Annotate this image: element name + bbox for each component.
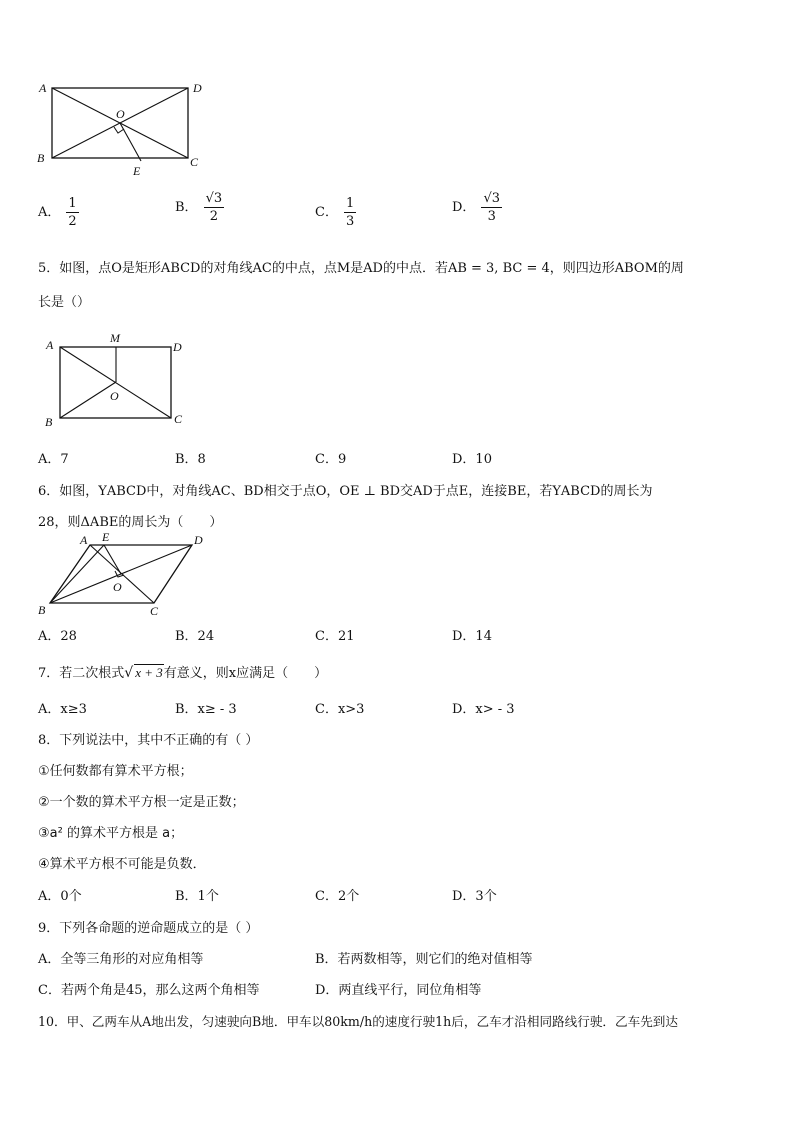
radical-sign: √ (124, 665, 134, 681)
q7-option-d[interactable]: D．x> - 3 (452, 702, 515, 717)
q6-label-a: A (80, 533, 88, 547)
q8-option-b[interactable]: B．1个 (175, 889, 219, 904)
q5-stem-line2: 长是（） (38, 295, 91, 310)
q5-stem-line1: 5．如图，点O是矩形ABCD的对角线AC的中点，点M是AD的中点．若AB = 3, BC = 4，则四边形ABOM的周 (38, 261, 684, 276)
q9-option-c[interactable]: C．若两个角是45，那么这两个角相等 (38, 983, 260, 998)
q4-option-d-fraction: $\frac{√3}{3}$ (483, 191, 500, 224)
q10-stem-line1: 10．甲、乙两车从A地出发，匀速驶向B地．甲车以80km/h的速度行驶1h后，乙车才沿相同路线行驶．乙车先到达 (38, 1014, 678, 1029)
q4-option-b-fraction: $\frac{√3}{2}$ (205, 191, 223, 224)
q8-item-4: ④算术平方根不可能是负数． (38, 857, 206, 872)
q4-label-o: O (116, 107, 125, 121)
q4-option-a[interactable]: A． $\frac{1}{2}$ (38, 196, 77, 229)
q5-option-c[interactable]: C．9 (315, 452, 347, 467)
q8-option-c[interactable]: C．2个 (315, 889, 360, 904)
q4-option-c[interactable]: C． $\frac{1}{3}$ (315, 196, 355, 229)
q9-option-d[interactable]: D．两直线平行，同位角相等 (315, 983, 482, 998)
q8-item-1: ①任何数都有算术平方根； (38, 764, 193, 779)
q7-radicand: x + 3 (135, 665, 163, 680)
q8-stem: 8．下列说法中，其中不正确的有（ ） (38, 733, 259, 748)
q7-option-b[interactable]: B．x≥ - 3 (175, 702, 237, 717)
q5-label-b: B (45, 415, 53, 429)
q6-option-a[interactable]: A．28 (38, 629, 77, 644)
q8-item-3: ③a² 的算术平方根是 a； (38, 826, 184, 841)
q5-label-o: O (110, 389, 119, 403)
q6-stem-line1: 6．如图，ΥABCD中，对角线AC、BD相交于点O，OE ⊥ BD交AD于点E，连接BE，若ΥABCD的周长为 (38, 484, 653, 499)
q6-label-d: D (194, 533, 203, 547)
q4-figure (36, 76, 216, 180)
q4-option-d[interactable]: D． $\frac{√3}{3}$ (452, 191, 500, 224)
q9-option-b[interactable]: B．若两数相等，则它们的绝对值相等 (315, 952, 533, 967)
q4-label-d: D (193, 81, 202, 95)
q5-label-m: M (110, 331, 120, 345)
q4-option-a-fraction: $\frac{1}{2}$ (68, 196, 77, 229)
q6-stem-line2: 28，则ΔABE的周长为（ ） (38, 515, 223, 530)
q6-option-b[interactable]: B．24 (175, 629, 215, 644)
q8-option-a[interactable]: A．0个 (38, 889, 82, 904)
q8-option-d[interactable]: D．3个 (452, 889, 497, 904)
q6-figure (36, 529, 216, 621)
q6-label-o: O (113, 580, 122, 594)
q4-label-b: B (37, 151, 45, 165)
q6-option-c[interactable]: C．21 (315, 629, 355, 644)
q9-stem: 9．下列各命题的逆命题成立的是（ ） (38, 921, 259, 936)
q4-label-a: A (39, 81, 47, 95)
q4-option-b[interactable]: B． $\frac{√3}{2}$ (175, 191, 223, 224)
q7-stem: 7．若二次根式√ x + 3有意义，则x应满足（ ） (38, 665, 328, 681)
q7-option-c[interactable]: C．x>3 (315, 702, 365, 717)
q4-label-e: E (133, 164, 141, 178)
q5-label-a: A (46, 338, 54, 352)
q9-option-a[interactable]: A．全等三角形的对应角相等 (38, 952, 204, 967)
q7-option-a[interactable]: A．x≥3 (38, 702, 87, 717)
q5-option-a[interactable]: A．7 (38, 452, 69, 467)
q5-option-b[interactable]: B．8 (175, 452, 206, 467)
q6-option-d[interactable]: D．14 (452, 629, 492, 644)
q4-option-c-fraction: $\frac{1}{3}$ (345, 196, 355, 229)
q4-label-c: C (190, 155, 199, 169)
q8-item-2: ②一个数的算术平方根一定是正数； (38, 795, 245, 810)
q5-figure (40, 330, 200, 430)
q5-label-d: D (173, 340, 182, 354)
q6-label-b: B (38, 603, 46, 617)
q6-label-c: C (150, 604, 159, 618)
q6-label-e: E (102, 530, 110, 544)
q5-label-c: C (174, 412, 183, 426)
q5-option-d[interactable]: D．10 (452, 452, 492, 467)
